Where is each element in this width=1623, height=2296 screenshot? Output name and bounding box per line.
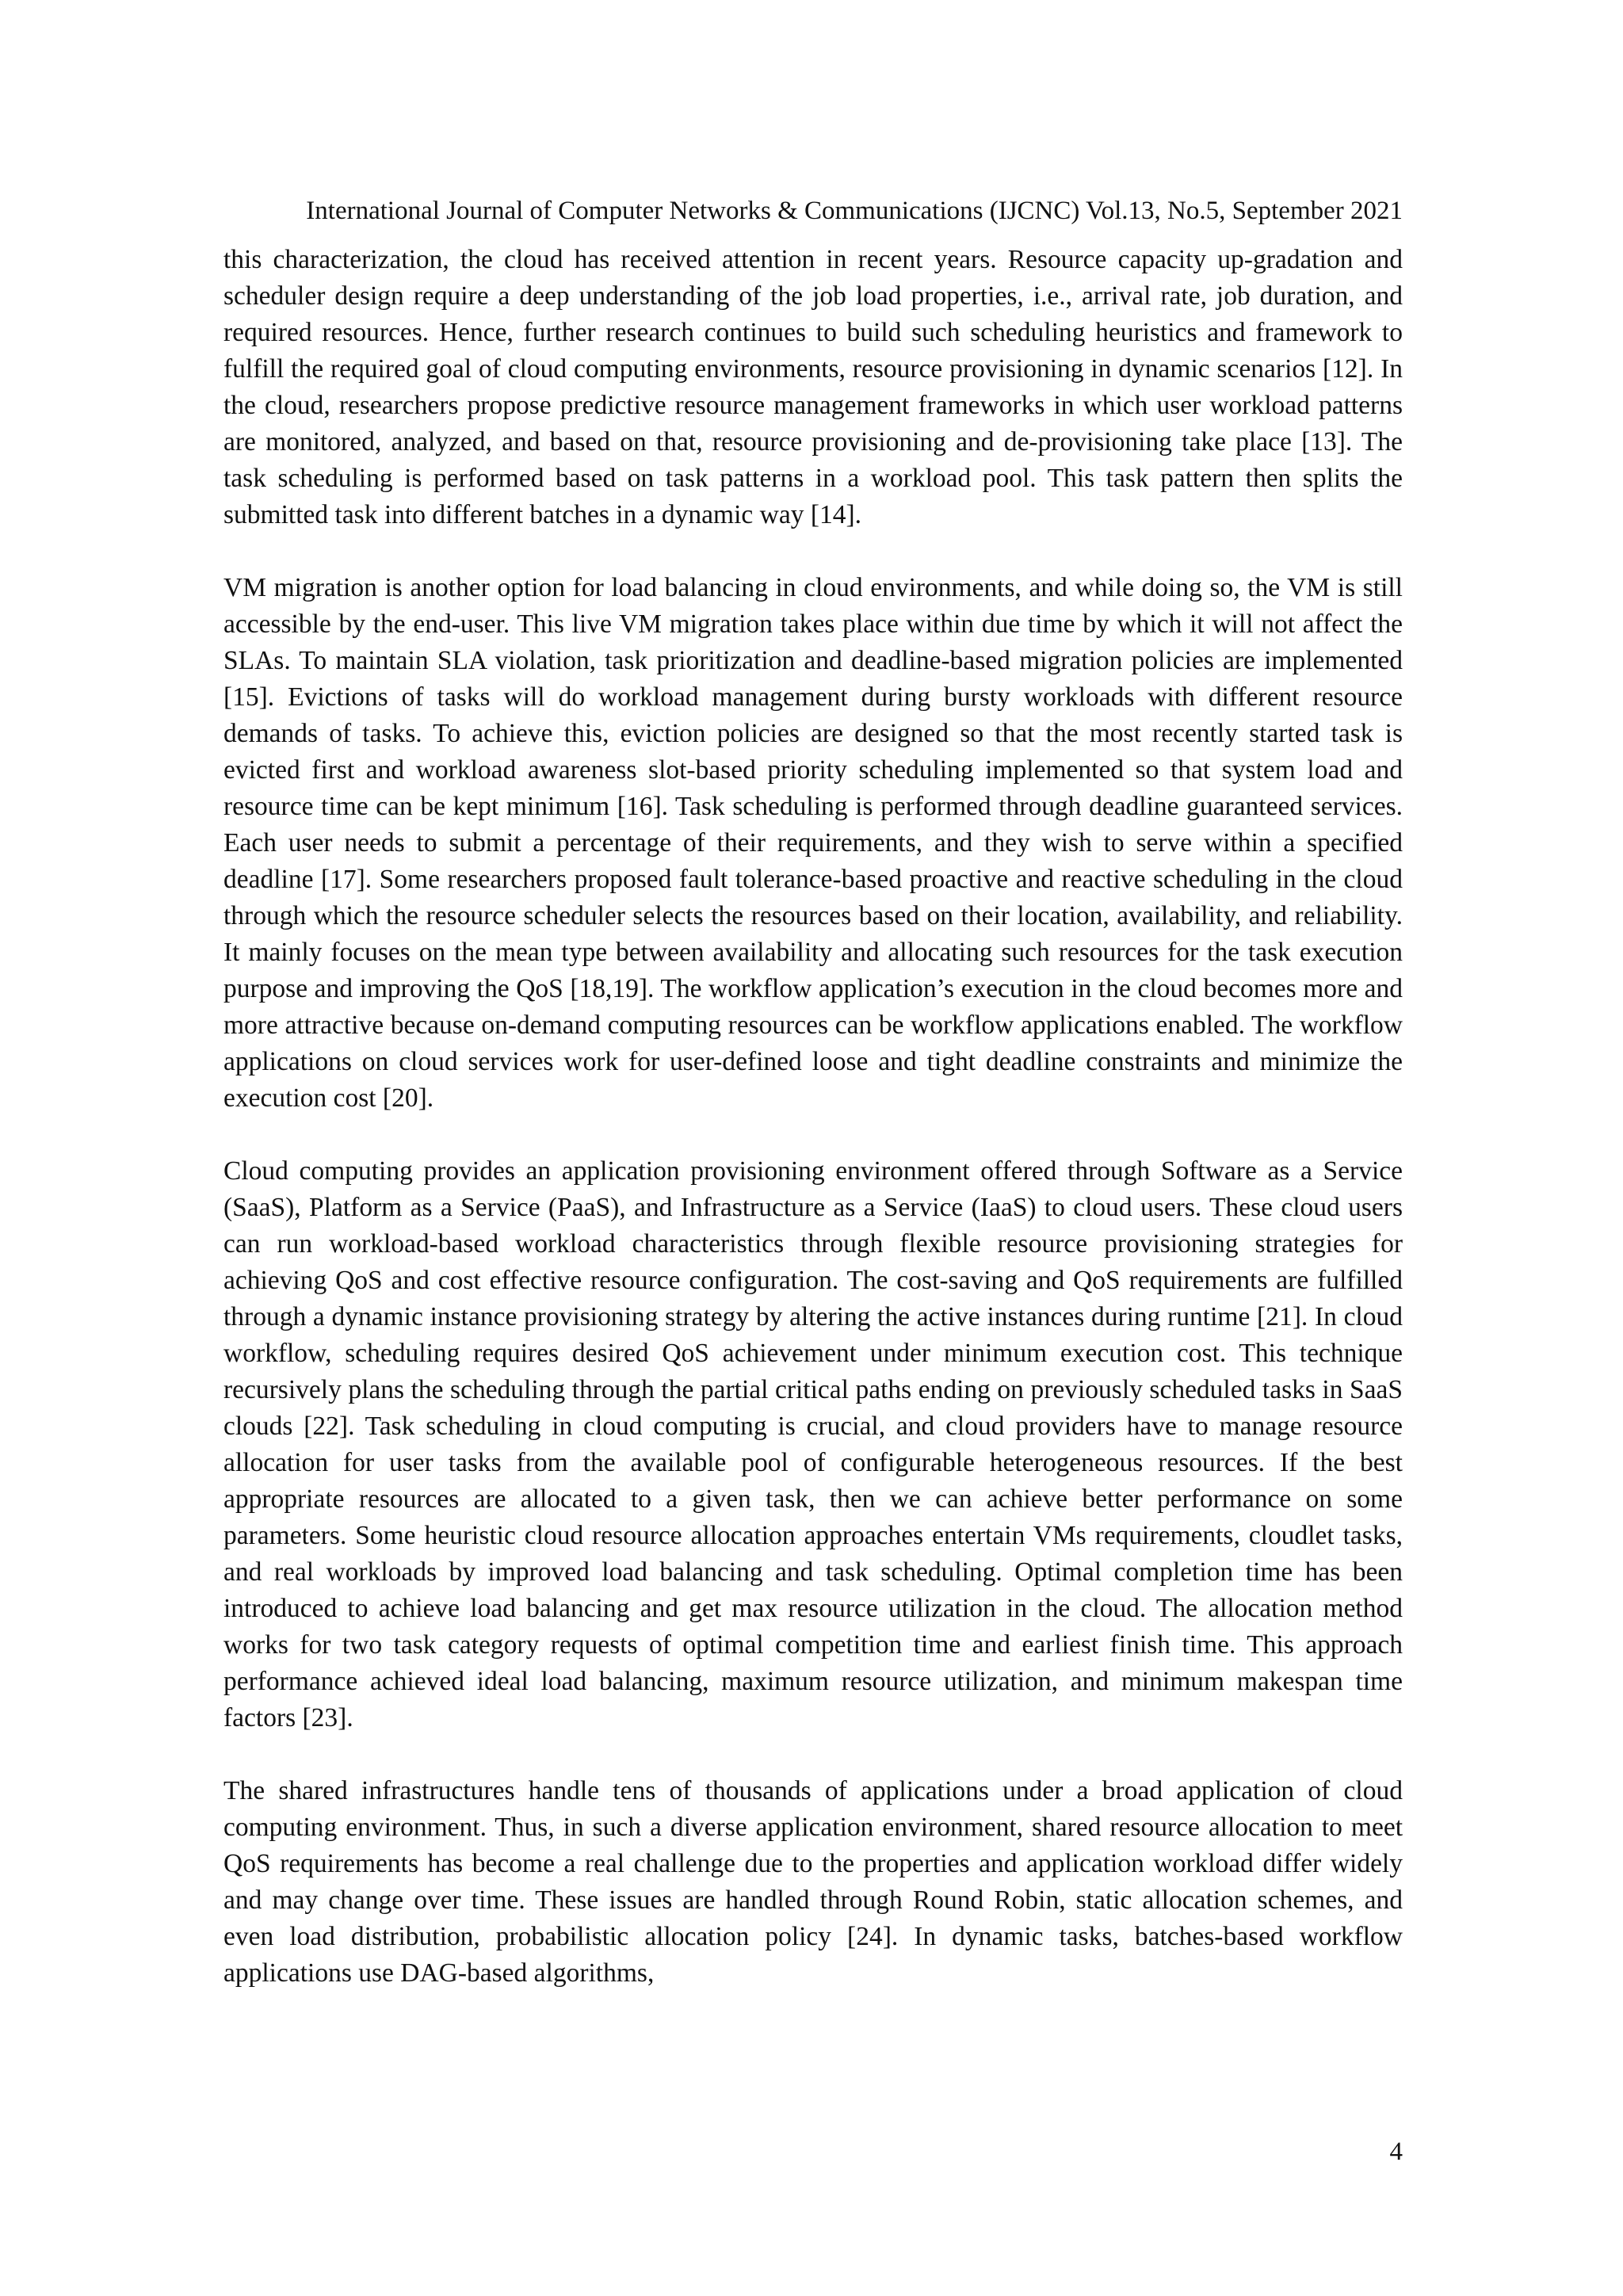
paragraph-4: The shared infrastructures handle tens of thousands of applications under a broad application of cloud computing environment. Thus, in such a diverse application environment, shared resource allocation to meet QoS requirements has become a real challenge due to the properties and application workload differ widely and may change over time. These issues are handled through Round Robin, static allocation schemes, and even load distribution, probabilistic allocation policy [24]. In dynamic tasks, batches-based workflow applications use DAG-based algorithms, bbox=[223, 1776, 1403, 1988]
page-number: 4 bbox=[1389, 2137, 1403, 2166]
paragraph-2: VM migration is another option for load balancing in cloud environments, and while doing so, the VM is still accessible by the end-user. This live VM migration takes place within due time by which it will not affect the SLAs. To maintain SLA violation, task prioritization and deadline-based migration policies are implemented [15]. Evictions of tasks will do workload management during bursty workloads with different resource demands of tasks. To achieve this, eviction policies are designed so that the most recently started task is evicted first and workload awareness slot-based priority scheduling implemented so that system load and resource time can be kept minimum [16]. Task scheduling is performed through deadline guaranteed services. Each user needs to submit a percentage of their requirements, and they wish to serve within a specified deadline [17]. Some researchers proposed fault tolerance-based proactive and reactive scheduling in the cloud through which the resource scheduler selects the resources based on their location, availability, and reliability. It mainly focuses on the mean type between availability and allocating such resources for the task execution purpose and improving the QoS [18,19]. The workflow application’s execution in the cloud becomes more and more attractive because on-demand computing resources can be workflow applications enabled. The workflow applications on cloud services work for user-defined loose and tight deadline constraints and minimize the execution cost [20]. bbox=[223, 573, 1403, 1113]
body-text bbox=[223, 242, 1403, 1992]
paragraph-3: Cloud computing provides an application provisioning environment offered through Software as a Service (SaaS), Platform as a Service (PaaS), and Infrastructure as a Service (IaaS) to cloud users. These cloud users can run workload-based workload characteristics through flexible resource provisioning strategies for achieving QoS and cost effective resource configuration. The cost-saving and QoS requirements are fulfilled through a dynamic instance provisioning strategy by altering the active instances during runtime [21]. In cloud workflow, scheduling requires desired QoS achievement under minimum execution cost. This technique recursively plans the scheduling through the partial critical paths ending on previously scheduled tasks in SaaS clouds [22]. Task scheduling in cloud computing is crucial, and cloud providers have to manage resource allocation for user tasks from the available pool of configurable heterogeneous resources. If the best appropriate resources are allocated to a given task, then we can achieve better performance on some parameters. Some heuristic cloud resource allocation approaches entertain VMs requirements, cloudlet tasks, and real workloads by improved load balancing and task scheduling. Optimal completion time has been introduced to achieve load balancing and get max resource utilization in the cloud. The allocation method works for two task category requests of optimal competition time and earliest finish time. This approach performance achieved ideal load balancing, maximum resource utilization, and minimum makespan time factors [23]. bbox=[223, 1156, 1403, 1733]
paragraph-1: this characterization, the cloud has received attention in recent years. Resource capacity up-gradation and scheduler design require a deep understanding of the job load properties, i.e., arrival rate, job duration, and required resources. Hence, further research continues to build such scheduling heuristics and framework to fulfill the required goal of cloud computing environments, resource provisioning in dynamic scenarios [12]. In the cloud, researchers propose predictive resource management frameworks in which user workload patterns are monitored, analyzed, and based on that, resource provisioning and de-provisioning take place [13]. The task scheduling is performed based on task patterns in a workload pool. This task pattern then splits the submitted task into different batches in a dynamic way [14]. bbox=[223, 245, 1403, 529]
running-header: International Journal of Computer Networks & Communications (IJCNC) Vol.13, No.5, September 2021 bbox=[306, 197, 1403, 225]
